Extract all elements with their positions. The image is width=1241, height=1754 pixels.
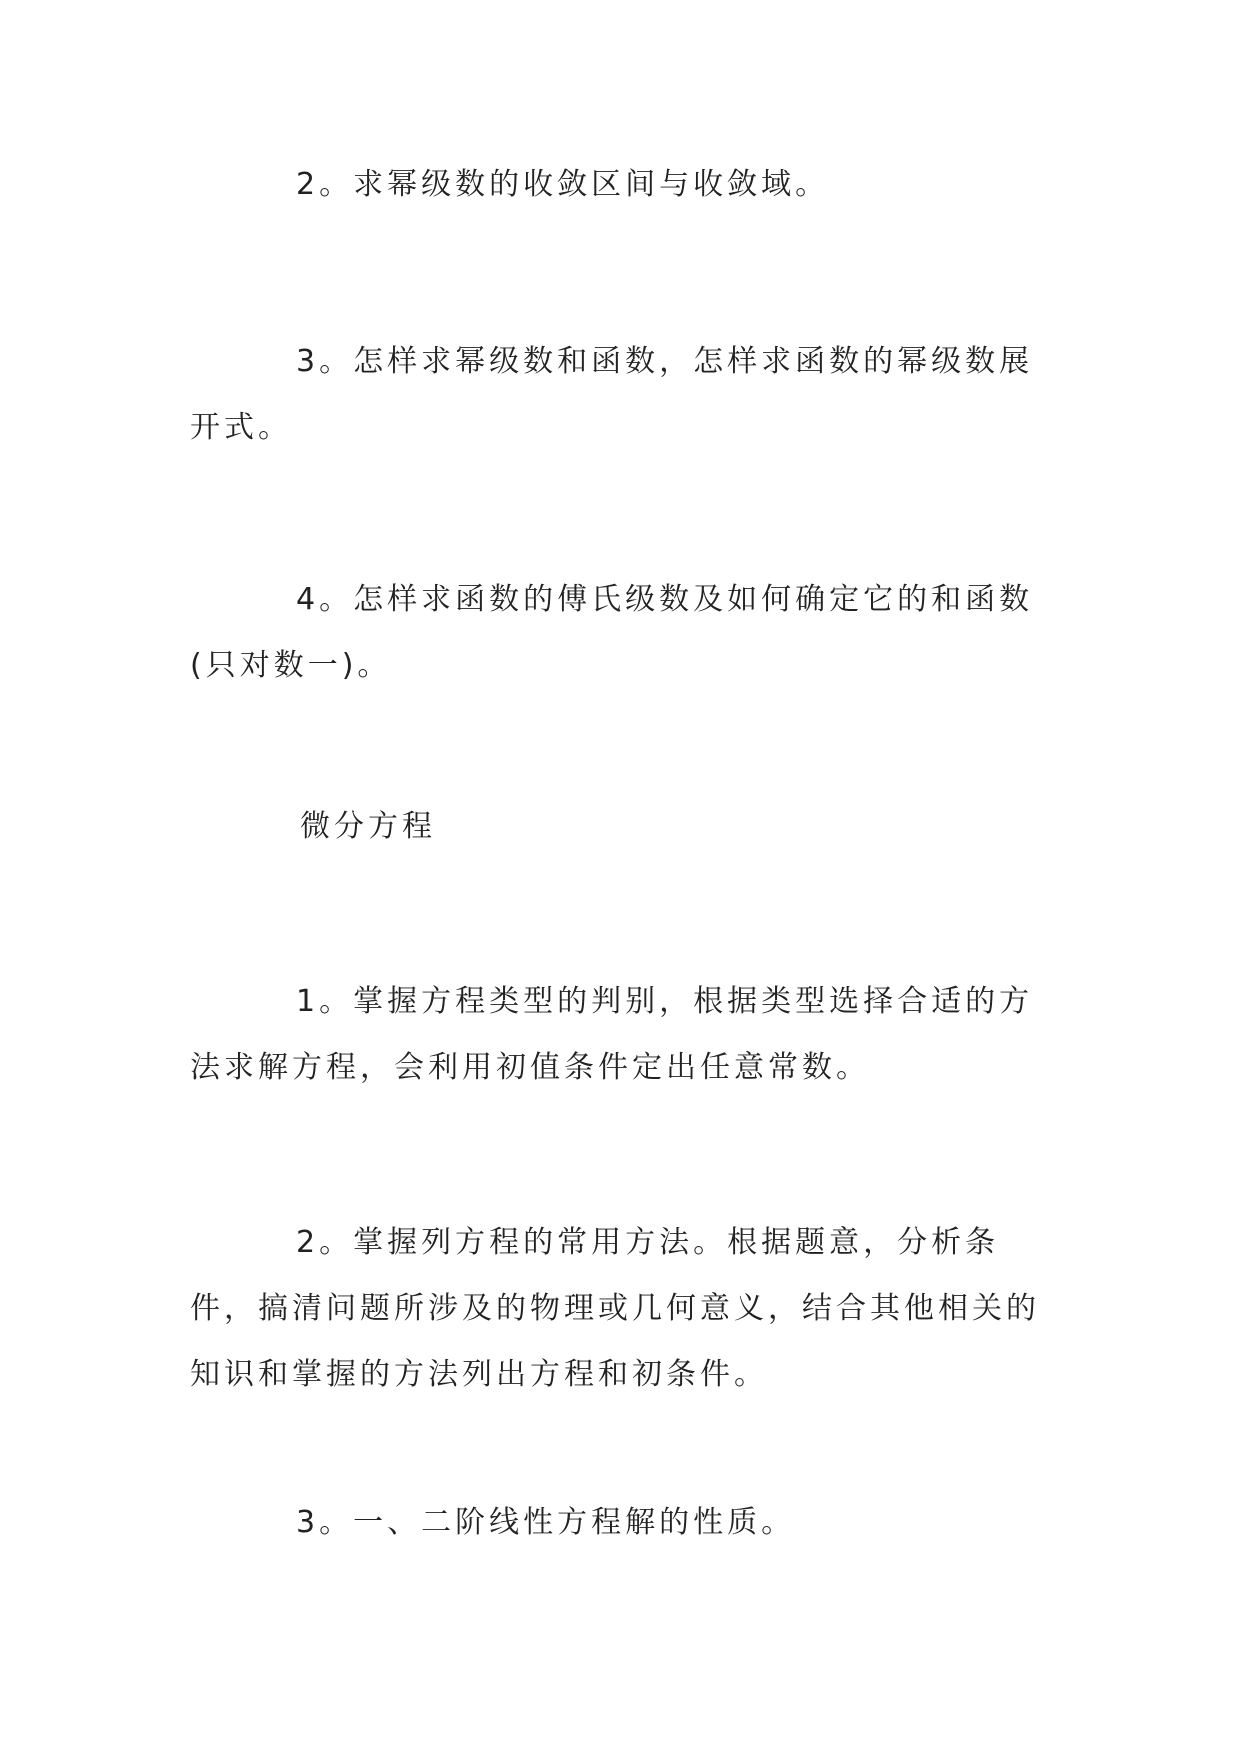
paragraph-linear-equation-properties: 3。一、二阶线性方程解的性质。 <box>296 1505 796 1540</box>
paragraph-power-series-sum: 3。怎样求幂级数和函数，怎样求函数的幂级数展开式。 <box>190 344 1034 445</box>
paragraph-equation-methods: 2。掌握列方程的常用方法。根据题意，分析条件，搞清问题所涉及的物理或几何意义，结合其他相关的知识和掌握的方法列出方程和初条件。 <box>190 1225 1040 1392</box>
section-heading-differential-equations: 微分方程 <box>300 809 436 844</box>
paragraph-fourier-series: 4。怎样求函数的傅氏级数及如何确定它的和函数(只对数一)。 <box>190 582 1034 683</box>
paragraph-power-series-interval: 2。求幂级数的收敛区间与收敛域。 <box>296 167 830 202</box>
paragraph-equation-types: 1。掌握方程类型的判别，根据类型选择合适的方法求解方程，会利用初值条件定出任意常数。 <box>190 984 1034 1085</box>
